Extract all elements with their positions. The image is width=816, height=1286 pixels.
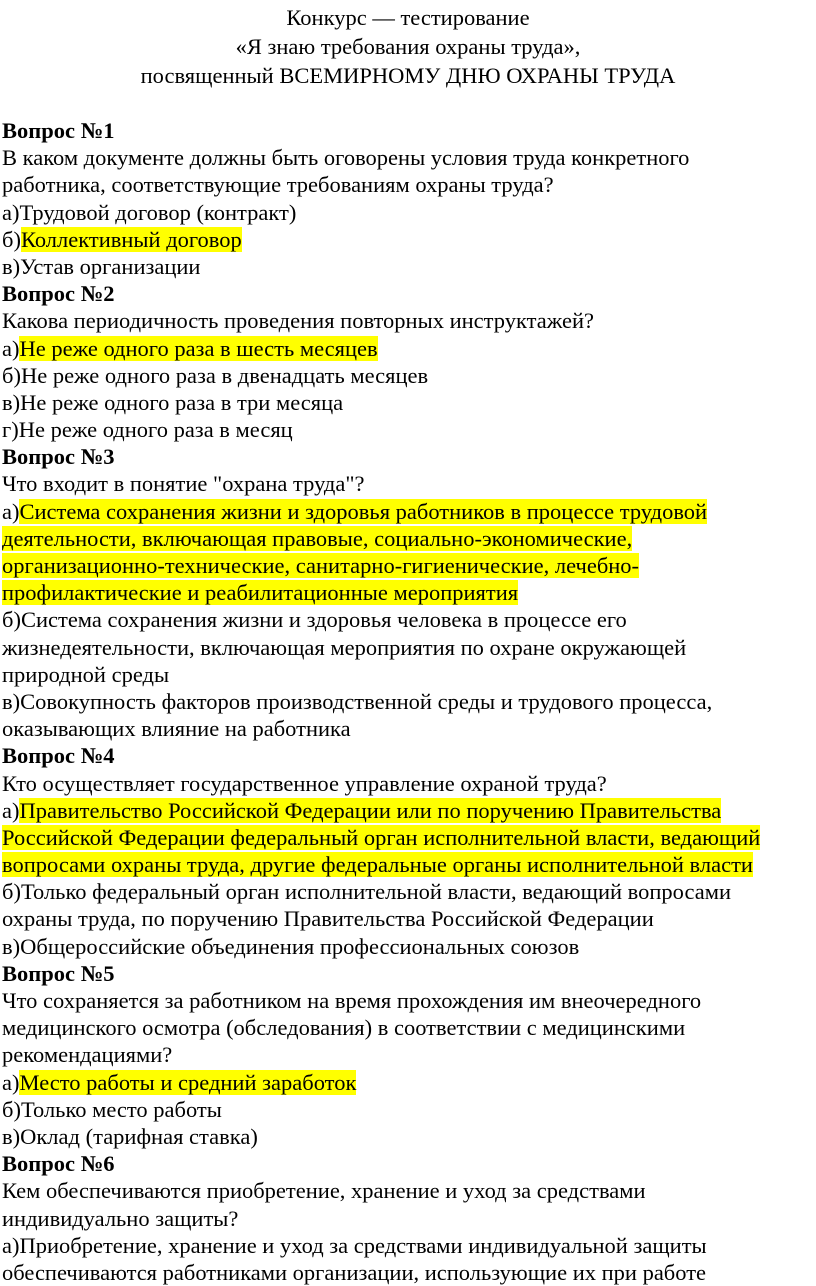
option-line: [2, 661, 812, 688]
question-block: [2, 443, 812, 742]
option-line: [2, 634, 812, 661]
document-title: [0, 3, 816, 90]
answer-option: [2, 253, 812, 280]
answer-option: [2, 389, 812, 416]
option-text: Система сохранения жизни и здоровья работников в процессе трудовой: [19, 498, 708, 524]
questions-list: [2, 117, 812, 1286]
question-text-line: Кто осуществляет государственное управление охраной труда?: [2, 770, 607, 796]
answer-option: [2, 199, 812, 226]
question-text-line: медицинского осмотра (обследования) в соответствии с медицинскими: [2, 1015, 686, 1041]
option-line: [2, 933, 812, 960]
option-text: Не реже одного раза в месяц: [18, 417, 293, 443]
option-line: [2, 824, 812, 851]
title-line-1: Конкурс — тестирование: [286, 5, 530, 30]
answer-option-correct: [2, 797, 812, 879]
option-line: [2, 1259, 812, 1286]
option-prefix: в): [2, 253, 21, 279]
question-heading: Вопрос №3: [2, 444, 115, 470]
question-text-line: Кем обеспечиваются приобретение, хранение и уход за средствами: [2, 1178, 646, 1204]
question-heading: Вопрос №4: [2, 743, 115, 769]
question-text-line: рекомендациями?: [2, 1042, 173, 1068]
option-line: [2, 525, 812, 552]
answer-option-correct: [2, 335, 812, 362]
option-line: [2, 253, 812, 280]
option-text: природной среды: [2, 661, 170, 687]
option-prefix: г): [2, 417, 19, 443]
option-line: [2, 606, 812, 633]
answer-option: [2, 933, 812, 960]
title-line-3: посвященный ВСЕМИРНОМУ ДНЮ ОХРАНЫ ТРУДА: [140, 63, 676, 88]
option-prefix: б): [2, 879, 21, 905]
option-text: вопросами охраны труда, другие федеральные органы исполнительной власти: [2, 852, 753, 878]
option-line: [2, 199, 812, 226]
question-text-line: Какова периодичность проведения повторных инструктажей?: [2, 308, 594, 334]
option-prefix: а): [2, 498, 20, 524]
option-text: жизнедеятельности, включающая мероприятия по охране окружающей: [2, 634, 687, 660]
option-text: Совокупность факторов производственной среды и трудового процесса,: [20, 688, 713, 714]
option-text: организационно-технические, санитарно-гигиенические, лечебно-: [2, 553, 640, 578]
question-text-line: индивидуально защиты?: [2, 1205, 239, 1231]
answer-option: [2, 1123, 812, 1150]
option-text: Оклад (тарифная ставка): [20, 1123, 258, 1149]
option-text: Трудовой договор (контракт): [19, 199, 297, 225]
option-line: [2, 1123, 812, 1150]
question-text-line: Что сохраняется за работником на время прохождения им внеочередного: [2, 988, 702, 1013]
option-prefix: в): [2, 389, 21, 415]
answer-option: [2, 362, 812, 389]
answer-option: [2, 1232, 812, 1286]
question-block: [2, 280, 812, 443]
option-text: Не реже одного раза в шесть месяцев: [19, 335, 378, 361]
option-text: Правительство Российской Федерации или по поручению Правительства: [19, 797, 722, 823]
question-block: [2, 960, 812, 1150]
option-line: [2, 1232, 812, 1259]
option-text: Российской Федерации федеральный орган исполнительной власти, ведающий: [2, 824, 761, 850]
option-prefix: а): [2, 335, 20, 361]
question-block: [2, 742, 812, 960]
option-prefix: а): [2, 1069, 20, 1095]
question-block: [2, 1150, 812, 1286]
option-line: [2, 715, 812, 742]
option-line: [2, 416, 812, 443]
option-line: [2, 389, 812, 416]
option-text: Система сохранения жизни и здоровья человека в процессе его: [20, 607, 627, 633]
answer-option: [2, 606, 812, 688]
option-text: деятельности, включающая правовые, социально-экономические,: [2, 525, 633, 551]
option-prefix: в): [2, 1123, 21, 1149]
answer-option: [2, 416, 812, 443]
option-text: Общероссийские объединения профессиональных союзов: [20, 933, 580, 959]
answer-option: [2, 1096, 812, 1123]
option-text: Устав организации: [20, 253, 201, 279]
option-line: [2, 1096, 812, 1123]
option-line: [2, 905, 812, 932]
option-text: Только место работы: [20, 1096, 222, 1122]
option-prefix: а): [2, 1232, 20, 1258]
option-line: [2, 552, 812, 579]
option-line: [2, 1069, 812, 1096]
option-line: [2, 579, 812, 606]
option-text: Место работы и средний заработок: [19, 1069, 357, 1095]
option-line: [2, 226, 812, 253]
option-line: [2, 851, 812, 878]
option-text: Коллективный договор: [20, 226, 242, 252]
option-line: [2, 362, 812, 389]
option-prefix: б): [2, 1096, 21, 1122]
option-prefix: б): [2, 226, 21, 252]
question-block: [2, 117, 812, 280]
option-prefix: б): [2, 607, 21, 633]
question-text-line: Что входит в понятие "охрана труда"?: [2, 471, 365, 497]
option-line: [2, 688, 812, 715]
option-line: [2, 878, 812, 905]
answer-option-correct: [2, 498, 812, 607]
option-text: Приобретение, хранение и уход за средствами индивидуальной защиты: [19, 1232, 707, 1258]
option-prefix: а): [2, 797, 20, 823]
option-line: [2, 797, 812, 824]
answer-option: [2, 878, 812, 932]
question-heading: Вопрос №1: [2, 118, 115, 143]
option-prefix: в): [2, 933, 21, 959]
option-text: оказывающих влияние на работника: [2, 716, 351, 742]
answer-option-correct: [2, 1069, 812, 1096]
title-line-2: «Я знаю требования охраны труда»,: [235, 34, 581, 59]
option-text: Только федеральный орган исполнительной власти, ведающий вопросами: [20, 879, 731, 905]
option-text: Не реже одного раза в двенадцать месяцев: [20, 362, 429, 388]
question-heading: Вопрос №2: [2, 281, 115, 307]
answer-option-correct: [2, 226, 812, 253]
option-text: обеспечиваются работниками организации, использующие их при работе: [2, 1259, 707, 1285]
answer-option: [2, 688, 812, 742]
question-text-line: работника, соответствующие требованиям охраны труда?: [2, 172, 554, 198]
option-prefix: б): [2, 362, 21, 388]
option-text: Не реже одного раза в три месяца: [20, 389, 344, 415]
option-prefix: в): [2, 688, 21, 714]
option-text: охраны труда, по поручению Правительства Российской Федерации: [2, 906, 654, 932]
question-text-line: В каком документе должны быть оговорены условия труда конкретного: [2, 145, 690, 171]
option-line: [2, 498, 812, 525]
option-text: профилактические и реабилитационные мероприятия: [2, 580, 519, 606]
question-heading: Вопрос №6: [2, 1151, 115, 1177]
option-line: [2, 335, 812, 362]
option-prefix: а): [2, 199, 20, 225]
question-heading: Вопрос №5: [2, 960, 115, 986]
